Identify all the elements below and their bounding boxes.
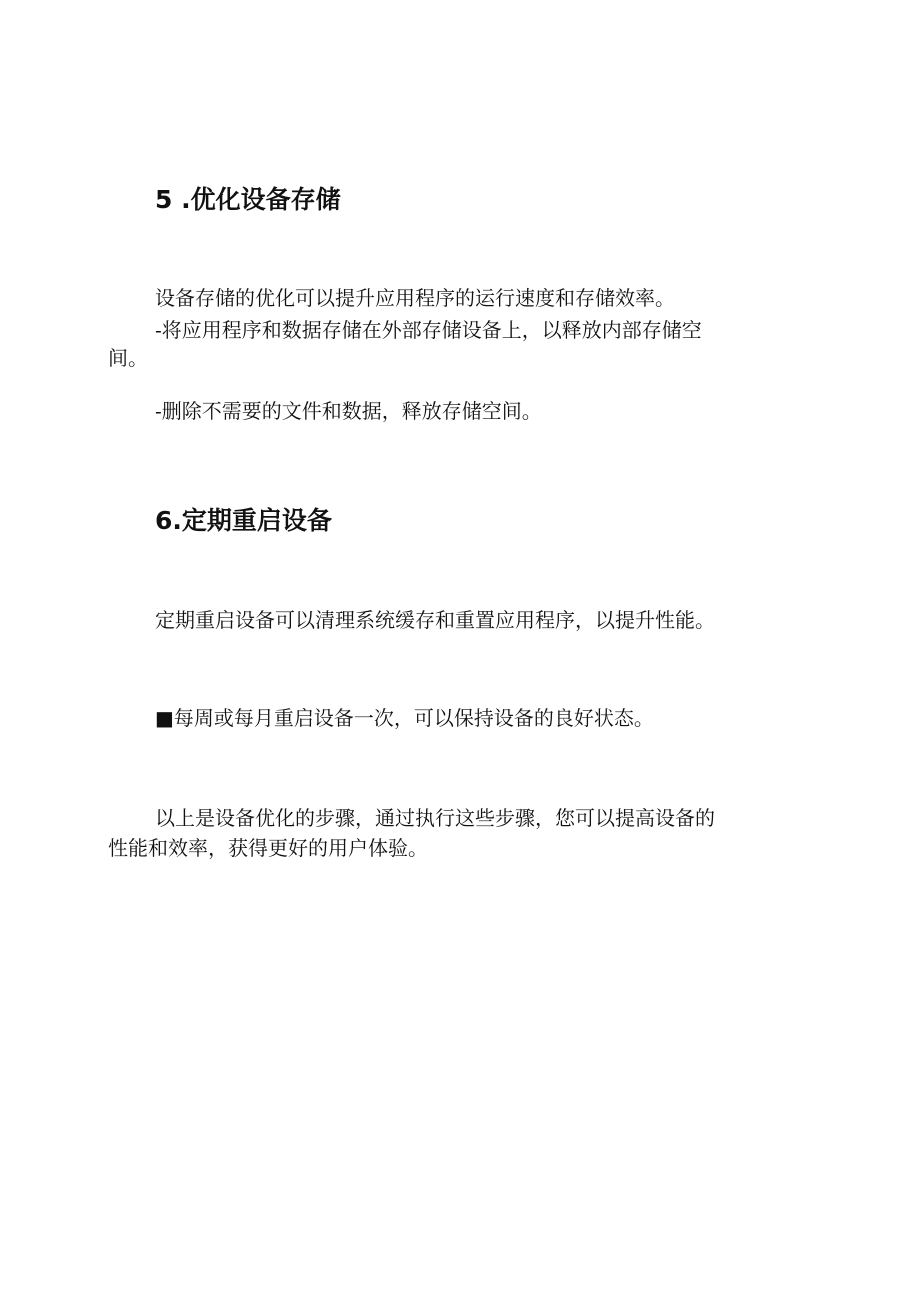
- conclusion-line-1: 以上是设备优化的步骤，通过执行这些步骤，您可以提高设备的: [155, 806, 715, 830]
- section-6-intro: 定期重启设备可以清理系统缓存和重置应用程序，以提升性能。: [155, 608, 715, 632]
- section-5-item-2: -删除不需要的文件和数据，释放存储空间。: [155, 399, 542, 423]
- section-6-bullet-text: 每周或每月重启设备一次，可以保持设备的良好状态。: [173, 706, 654, 730]
- square-bullet-icon: ■: [155, 706, 174, 730]
- section-5-intro: 设备存储的优化可以提升应用程序的运行速度和存储效率。: [155, 286, 675, 310]
- section-5-item-1-line-2: 间。: [108, 346, 148, 370]
- section-6-heading: 6.定期重启设备: [155, 506, 332, 535]
- section-6-bullet-item: [155, 703, 654, 733]
- section-5-heading: 5 .优化设备存储: [155, 185, 341, 214]
- conclusion-line-2: 性能和效率，获得更好的用户体验。: [108, 836, 428, 860]
- section-5-item-1-line-1: -将应用程序和数据存储在外部存储设备上，以释放内部存储空: [155, 318, 702, 342]
